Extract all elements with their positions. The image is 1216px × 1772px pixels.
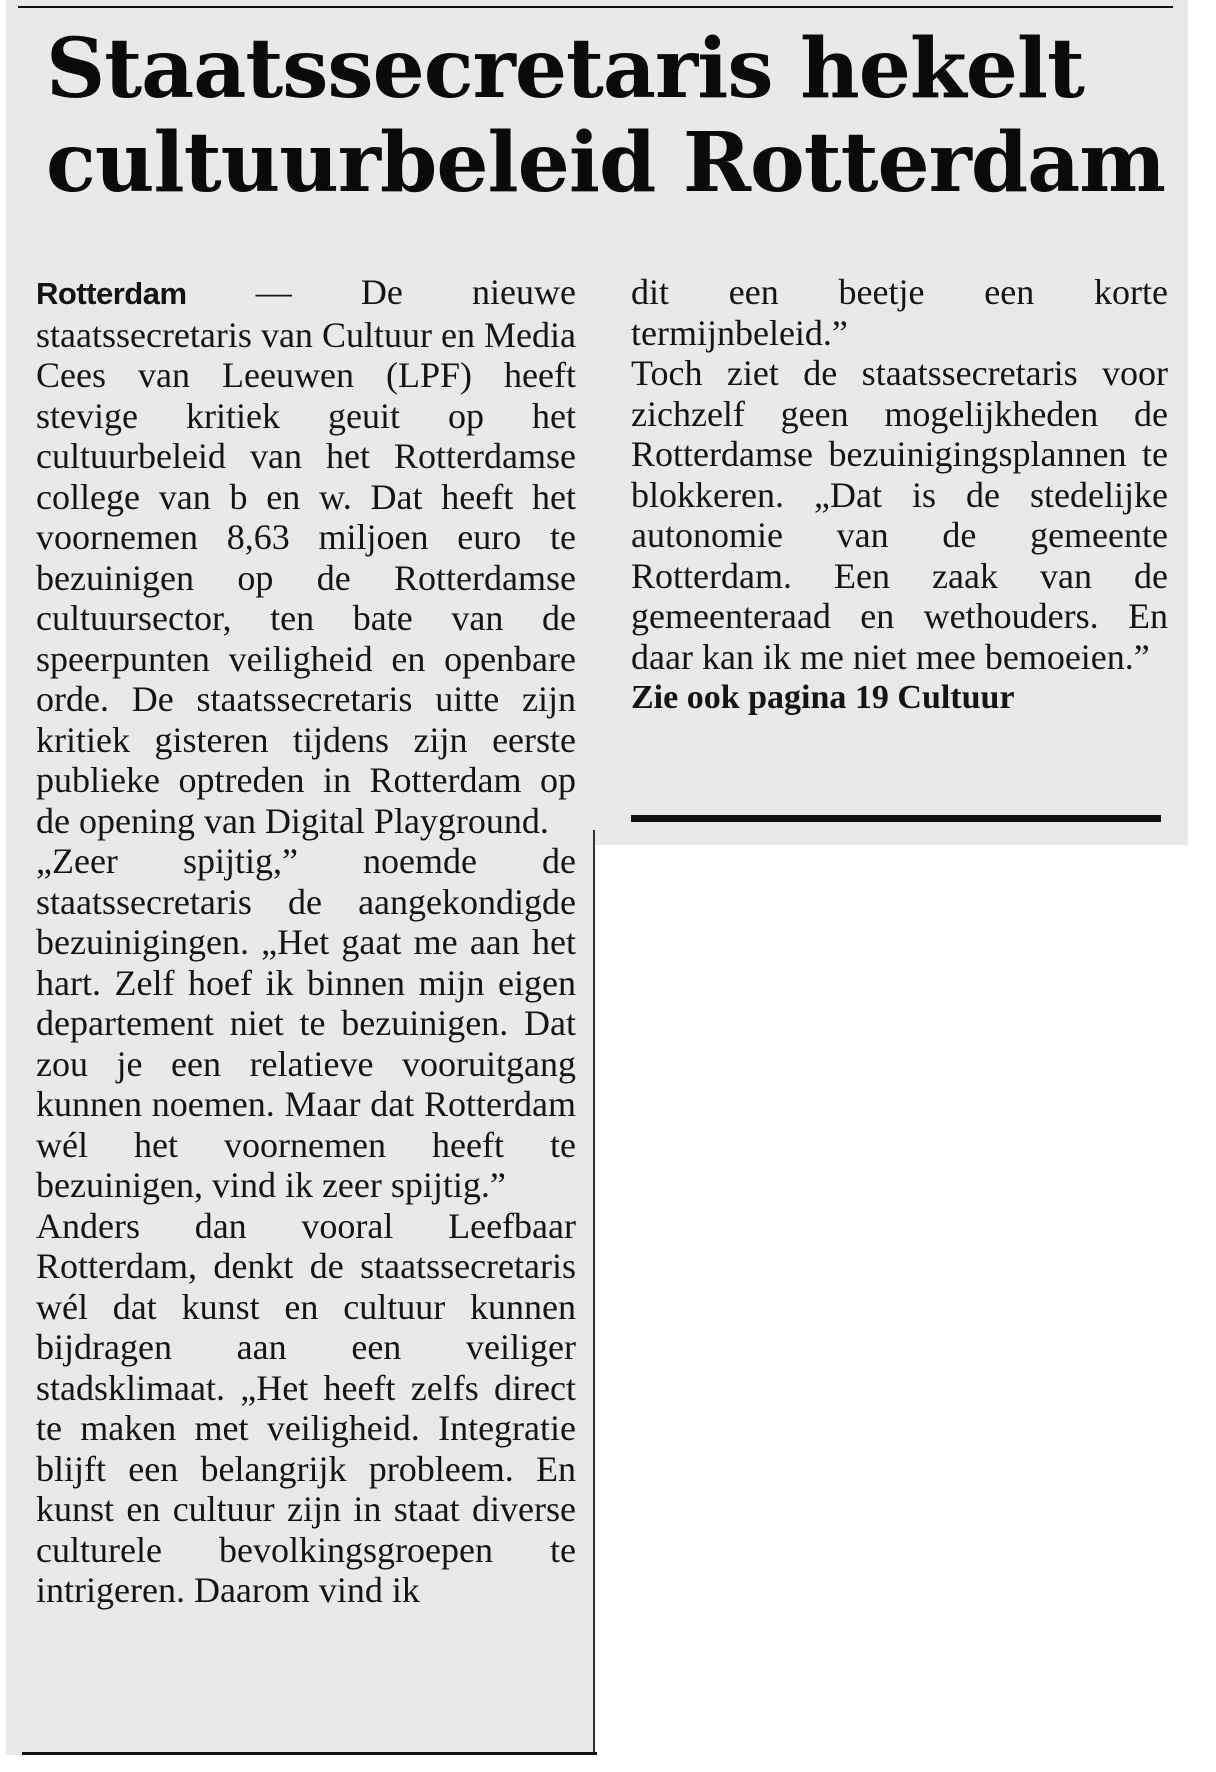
paragraph-3-continued: dit een beetje een korte termijnbeleid.” [631,272,1168,353]
top-rule [18,6,1173,8]
dateline-dash: — [186,272,361,312]
paragraph-1 [36,272,576,841]
paragraph-4: Toch ziet de staatssecretaris voor zichzelf geen mogelijkheden de Rotterdamse bezuinigingsplannen te blokkeren. „Dat is de stedelijke autonomie van de gemeente Rotterdam. Een zaak van de gemeenteraad en wethouders. En daar kan ik me niet mee bemoeien.” [631,353,1168,677]
newspaper-clipping [6,0,1188,1772]
paragraph-2: „Zeer spijtig,” noemde de staatssecretaris de aangekondigde bezuinigingen. „Het gaat me aan het hart. Zelf hoef ik binnen mijn eigen departement niet te bezuinigen. Dat zou je een relatieve vooruitgang kunnen noemen. Maar dat Rotterdam wél het voornemen heeft te bezuinigen, vind ik zeer spijtig.” [36,841,576,1205]
article-column-left [36,272,576,1611]
see-also-reference: Zie ook pagina 19 Cultuur [631,679,1015,716]
article-column-right [631,272,1168,719]
column-divider [593,830,595,1755]
end-rule [631,815,1161,822]
dateline: Rotterdam [36,276,187,311]
paragraph-1-text: De nieuwe staatssecretaris van Cultuur en Media Cees van Leeuwen (LPF) heeft stevige kritiek geuit op het cultuurbeleid van het Rotterdamse college van b en w. Dat heeft het voornemen 8,63 miljoen euro te bezuinigen op de Rotterdamse cultuursector, ten bate van de speerpunten veiligheid en openbare orde. De staatssecretaris uitte zijn kritiek gisteren tijdens zijn eerste publieke optreden in Rotterdam op de opening van Digital Playground. [36,272,577,841]
headline: Staatssecretaris hekelt cultuurbeleid Rotterdam [46,21,1166,211]
paragraph-3: Anders dan vooral Leefbaar Rotterdam, denkt de staatssecretaris wél dat kunst en cultuur kunnen bijdragen aan een veiliger stadsklimaat. „Het heeft zelfs direct te maken met veiligheid. Integratie blijft een belangrijk probleem. En kunst en cultuur zijn in staat diverse culturele bevolkingsgroepen te intrigeren. Daarom vind ik [36,1205,576,1610]
bottom-rule [22,1752,597,1755]
